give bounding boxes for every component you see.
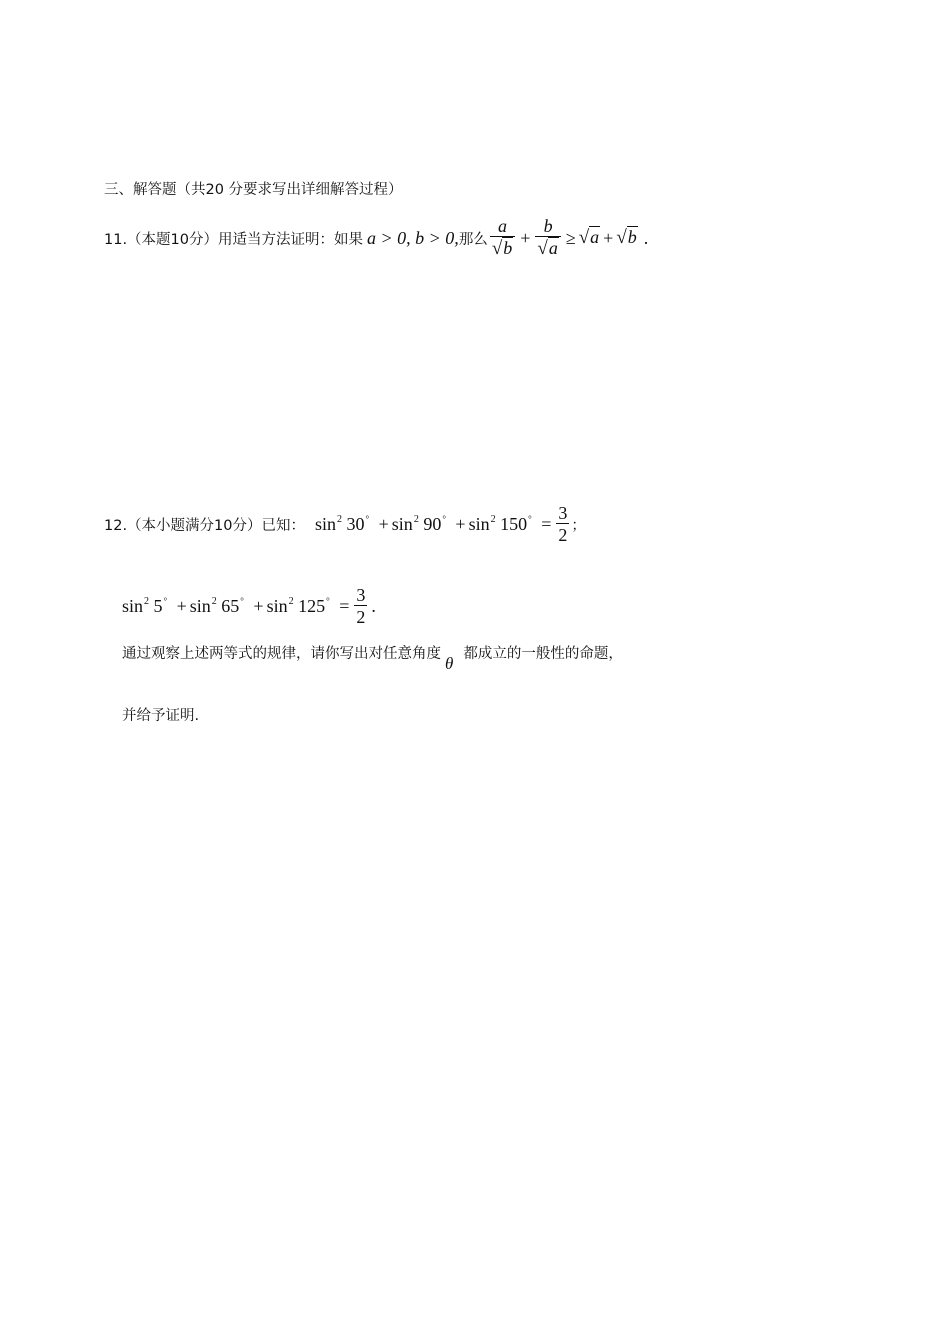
degree-symbol: ° [442, 513, 446, 524]
q12-line2-fraction [354, 585, 367, 628]
question-12 [104, 498, 586, 550]
angle: 90 [423, 513, 442, 534]
angle: 30 [346, 513, 365, 534]
sin-fn: sin [391, 513, 413, 534]
denominator: 2 [558, 524, 568, 545]
q11-frac2-numerator: b [543, 216, 553, 236]
power: 2 [144, 595, 150, 607]
power: 2 [288, 595, 294, 607]
sqrt-symbol: √a [537, 238, 558, 259]
q11-rhs-sqrt-a: √a [578, 227, 600, 248]
sin-fn: sin [315, 513, 337, 534]
q12-line2 [122, 580, 376, 632]
q11-connector: 那么 [458, 231, 488, 248]
q11-condition: a > 0, b > 0, [367, 227, 459, 248]
q11-rhs-b: b [627, 227, 637, 247]
q12-observe-text: 通过观察上述两等式的规律，请你写出对任意角度 [122, 646, 441, 662]
angle: 150 [500, 513, 528, 534]
degree-symbol: ° [365, 513, 370, 524]
sqrt-symbol: √b [491, 238, 513, 259]
degree-symbol: ° [528, 513, 532, 524]
q11-frac1-numerator: a [498, 216, 508, 236]
angle: 65 [221, 595, 240, 616]
degree-symbol: ° [326, 595, 330, 606]
denominator: 2 [356, 606, 366, 627]
angle: 125 [298, 595, 326, 616]
power: 2 [413, 513, 419, 525]
q12-prove-text: 并给予证明. [122, 708, 200, 724]
q11-frac1-denominator: b [503, 238, 513, 258]
q11-label: 11.（本题10分）用适当方法证明：如果 [104, 231, 364, 248]
q12-line1-end: ； [571, 517, 586, 534]
q11-plus: + [520, 227, 531, 248]
q12-line1-fraction [556, 503, 569, 546]
power: 2 [490, 513, 496, 525]
sin-fn: sin [122, 595, 144, 616]
q12-line2-end: . [371, 595, 376, 616]
q12-observe-text-2: 都成立的一般性的命题， [463, 646, 623, 662]
q11-frac2-denominator: a [548, 238, 558, 258]
power: 2 [211, 595, 217, 607]
numerator: 3 [356, 584, 366, 605]
sin-fn: sin [266, 595, 288, 616]
q11-end: . [643, 227, 649, 248]
question-11 [104, 210, 648, 266]
q11-fraction-1 [490, 216, 515, 260]
section-heading: 三、解答题（共20 分要求写出详细解答过程） [104, 182, 403, 198]
q11-fraction-2 [535, 216, 560, 260]
degree-symbol: ° [240, 595, 244, 606]
q12-line2-expr: $\sin^2 5^\circ + \sin^2 65^\circ + \sin^2 125^\circ$ = [122, 595, 350, 616]
theta-symbol: θ [445, 654, 454, 673]
angle: 5 [153, 595, 163, 616]
q12-line1-expr: $\sin^2 30^\circ + \sin^2 90^\circ + \sin^2 150^\circ$ = [315, 513, 552, 534]
q11-rhs-plus: + [603, 227, 614, 248]
q12-label: 12.（本小题满分10分）已知： [104, 517, 306, 534]
degree-symbol: ° [163, 595, 168, 606]
q12-observe-line [122, 644, 623, 680]
sin-fn: sin [468, 513, 490, 534]
numerator: 3 [558, 502, 568, 523]
q11-rhs-a: a [590, 227, 600, 247]
power: 2 [337, 513, 343, 525]
q11-rhs-sqrt-b: √b [616, 227, 637, 248]
q11-geq: ≥ [565, 227, 576, 248]
sin-fn: sin [189, 595, 211, 616]
